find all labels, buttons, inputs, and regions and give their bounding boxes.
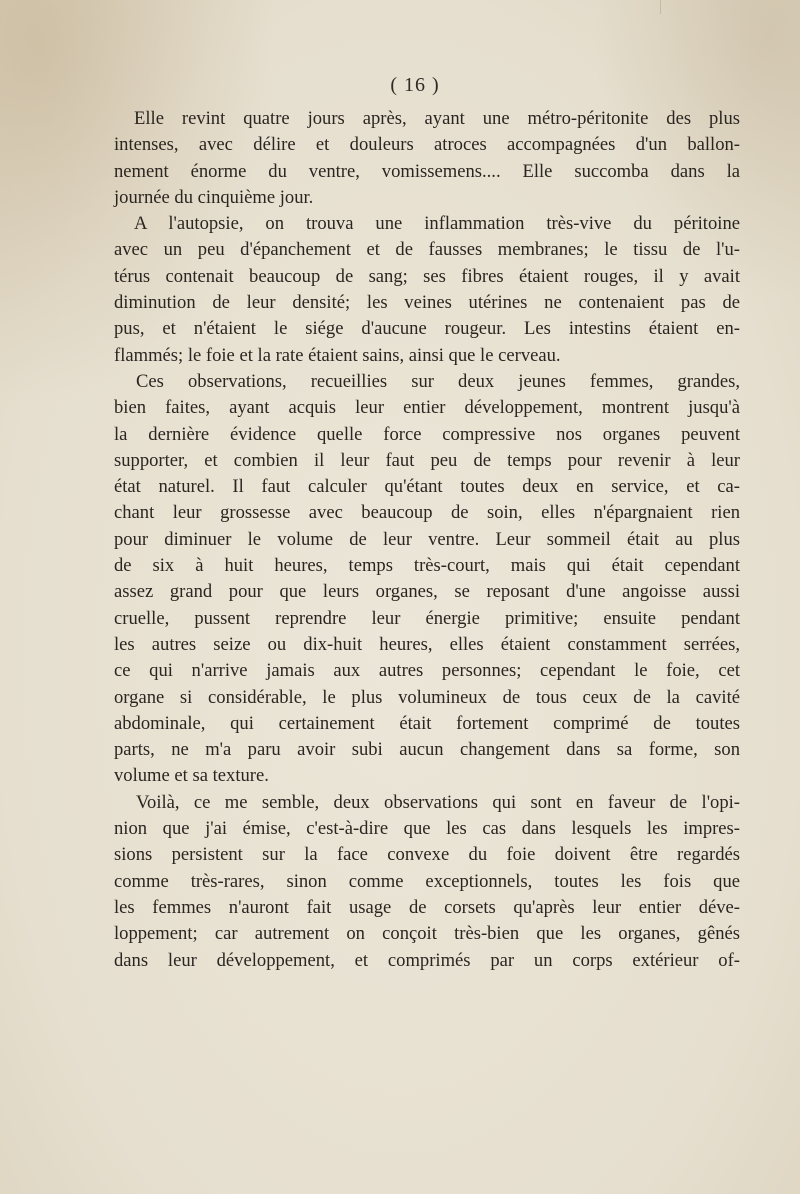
text-line: dans leur développement, et comprimés par un corps extérieur of- [114, 949, 740, 971]
text-line: état naturel. Il faut calculer qu'étant toutes deux en service, et ca- [114, 476, 740, 498]
text-line: pus, et n'étaient le siége d'aucune rougeur. Les intestins étaient en- [114, 318, 740, 340]
text-line: volume et sa texture. [114, 765, 269, 787]
text-line: diminution de leur densité; les veines utérines ne contenaient pas de [114, 292, 740, 314]
text-line: bien faites, ayant acquis leur entier développement, montrent jusqu'à [114, 397, 740, 419]
text-line: sions persistent sur la face convexe du foie doivent être regardés [114, 844, 740, 866]
text-line: intenses, avec délire et douleurs atroces accompagnées d'un ballon- [114, 134, 740, 156]
text-line: pour diminuer le volume de leur ventre. Leur sommeil était au plus [114, 528, 740, 550]
text-line: loppement; car autrement on conçoit très-bien que les organes, gênés [114, 923, 740, 945]
text-line: les femmes n'auront fait usage de corsets qu'après leur entier déve- [114, 896, 740, 918]
text-line: de six à huit heures, temps très-court, mais qui était cependant [114, 555, 740, 577]
text-line: organe si considérable, le plus volumineux de tous ceux de la cavité [114, 686, 740, 708]
paper-mark [660, 0, 661, 14]
text-line: Voilà, ce me semble, deux observations qui sont en faveur de l'opi- [136, 791, 740, 813]
text-line: les autres seize ou dix-huit heures, elles étaient constamment serrées, [114, 633, 740, 655]
text-line: la dernière évidence quelle force compressive nos organes peuvent [114, 423, 740, 445]
text-line: flammés; le foie et la rate étaient sains, ainsi que le cerveau. [114, 344, 561, 366]
body-text [114, 106, 740, 974]
text-line: journée du cinquième jour. [114, 186, 314, 208]
page-number: ( 16 ) [390, 74, 440, 96]
text-line: chant leur grossesse avec beaucoup de soin, elles n'épargnaient rien [114, 502, 740, 524]
text-line: nement énorme du ventre, vomissemens.... Elle succomba dans la [114, 160, 740, 182]
text-line: cruelle, pussent reprendre leur énergie primitive; ensuite pendant [114, 607, 740, 629]
text-line: assez grand pour que leurs organes, se reposant d'une angoisse aussi [114, 581, 740, 603]
text-line: térus contenait beaucoup de sang; ses fibres étaient rouges, il y avait [114, 265, 740, 287]
text-line: ce qui n'arrive jamais aux autres personnes; cependant le foie, cet [114, 660, 740, 682]
text-line: parts, ne m'a paru avoir subi aucun changement dans sa forme, son [114, 739, 740, 761]
text-line: A l'autopsie, on trouva une inflammation très-vive du péritoine [134, 213, 740, 235]
text-line: nion que j'ai émise, c'est-à-dire que les cas dans lesquels les impres- [114, 818, 740, 840]
text-line: Elle revint quatre jours après, ayant une métro-péritonite des plus [134, 108, 740, 129]
text-line: abdominale, qui certainement était fortement comprimé de toutes [114, 712, 740, 734]
text-line: Ces observations, recueillies sur deux jeunes femmes, grandes, [136, 370, 740, 392]
text-line: supporter, et combien il leur faut peu de temps pour revenir à leur [114, 449, 740, 471]
text-line: comme très-rares, sinon comme exceptionnels, toutes les fois que [114, 870, 740, 892]
text-line: avec un peu d'épanchement et de fausses membranes; le tissu de l'u- [114, 239, 740, 261]
